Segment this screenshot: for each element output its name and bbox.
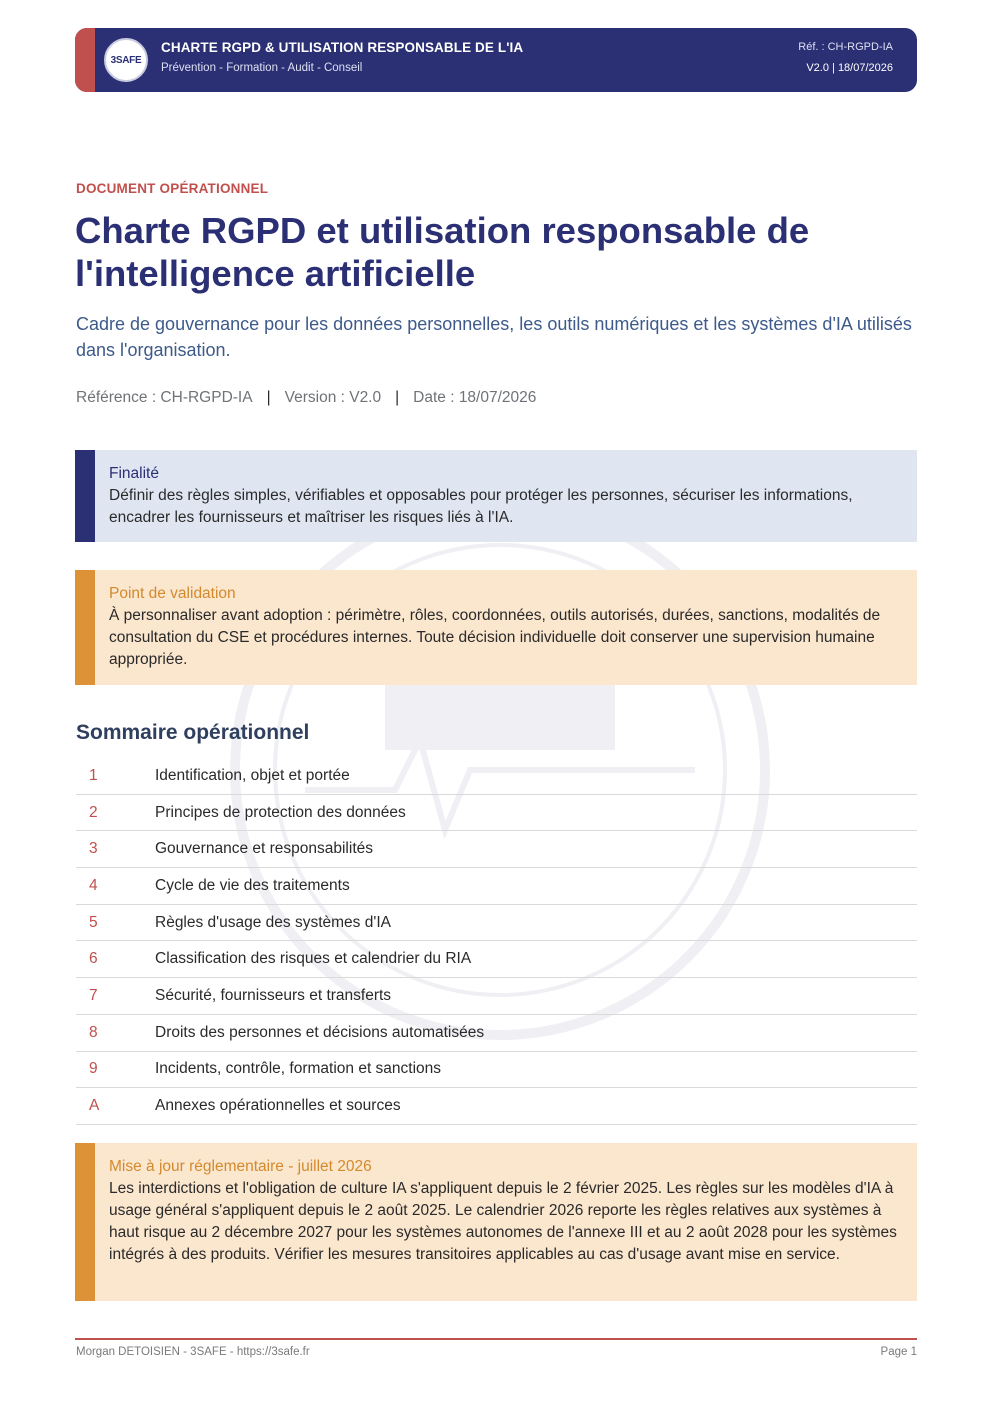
document-title: Charte RGPD et utilisation responsable de l'intelligence artificielle — [75, 210, 810, 294]
toc-title: Sommaire opérationnel — [76, 721, 310, 744]
callout-title: Point de validation — [109, 585, 236, 602]
toc-item-label: Sécurité, fournisseurs et transferts — [155, 986, 392, 1004]
toc-item-label: Règles d'usage des systèmes d'IA — [155, 913, 391, 931]
logo-text: 3SAFE — [110, 54, 142, 66]
meta-separator: | — [266, 389, 271, 406]
meta-date: Date : 18/07/2026 — [413, 389, 537, 406]
toc-item-number: 9 — [89, 1060, 98, 1078]
toc-item-label: Classification des risques et calendrier du RIA — [155, 950, 472, 968]
toc-item[interactable] — [76, 868, 917, 905]
footer-divider — [75, 1338, 917, 1340]
header-banner — [75, 28, 917, 92]
toc-item-number: 4 — [89, 876, 98, 894]
callout-title: Finalité — [109, 465, 159, 482]
footer-page-number: Page 1 — [880, 1346, 917, 1358]
toc-item-label: Droits des personnes et décisions automatisées — [155, 1023, 485, 1041]
toc-item-label: Identification, objet et portée — [155, 766, 350, 784]
toc-item-number: 6 — [89, 950, 98, 968]
callout-finalite — [75, 450, 917, 542]
toc-item[interactable] — [76, 831, 917, 868]
meta-separator: | — [395, 389, 400, 406]
toc-list — [76, 758, 917, 1125]
callout-body: À personnaliser avant adoption : périmètre, rôles, coordonnées, outils autorisés, durées, sanctions, modalités de consultation du CSE et procédures internes. Toute décision individuelle doit conserver une supervision humaine appropriée. — [109, 607, 881, 668]
document-subtitle: Cadre de gouvernance pour les données personnelles, les outils numériques et les systèmes d'IA utilisés dans l'organisation. — [76, 314, 912, 360]
callout-body: Les interdictions et l'obligation de culture IA s'appliquent depuis le 2 février 2025. Les règles sur les modèles d'IA à usage général s'appliquent depuis le 2 août 2025. Le calendrier 2026 reporte les règles relatives aux systèmes à haut risque au 2 décembre 2027 pour les systèmes autonomes de l'annexe III et au 2 août 2028 pour les systèmes intégrés à des produits. Vérifier les mesures transitoires applicables au cas d'usage avant mise en service. — [109, 1180, 897, 1263]
meta-reference: Référence : CH-RGPD-IA — [76, 389, 253, 406]
toc-item-label: Cycle de vie des traitements — [155, 876, 350, 894]
toc-item[interactable] — [76, 795, 917, 832]
toc-item[interactable] — [76, 941, 917, 978]
meta-version: Version : V2.0 — [284, 389, 382, 406]
toc-item-number: 5 — [89, 913, 98, 931]
toc-item-number: 3 — [89, 840, 98, 858]
toc-item[interactable] — [76, 1052, 917, 1089]
header-accent-bar — [75, 28, 95, 92]
toc-item-label: Gouvernance et responsabilités — [155, 840, 373, 858]
header-title: CHARTE RGPD & UTILISATION RESPONSABLE DE L'IA — [161, 40, 524, 55]
footer-author: Morgan DETOISIEN - 3SAFE - https://3safe.fr — [76, 1346, 310, 1358]
header-subtitle: Prévention - Formation - Audit - Conseil — [161, 62, 363, 74]
toc-item[interactable] — [76, 1015, 917, 1052]
toc-item-label: Principes de protection des données — [155, 803, 406, 821]
document-meta — [76, 389, 536, 407]
callout-validation — [75, 570, 917, 685]
toc-item-number: 2 — [89, 803, 98, 821]
toc-item[interactable] — [76, 978, 917, 1015]
toc-item-number: 8 — [89, 1023, 98, 1041]
header-version-date: V2.0 | 18/07/2026 — [806, 62, 893, 74]
document-kicker: DOCUMENT OPÉRATIONNEL — [76, 181, 269, 196]
toc-item-number: 7 — [89, 986, 98, 1004]
toc-item-label: Annexes opérationnelles et sources — [155, 1097, 401, 1115]
callout-mise-a-jour — [75, 1143, 917, 1301]
toc-item[interactable] — [76, 905, 917, 942]
toc-item[interactable] — [76, 758, 917, 795]
callout-title: Mise à jour réglementaire - juillet 2026 — [109, 1158, 372, 1175]
toc-item-number: A — [89, 1097, 100, 1115]
toc-item-label: Incidents, contrôle, formation et sanctions — [155, 1060, 442, 1078]
header-reference: Réf. : CH-RGPD-IA — [798, 41, 893, 53]
toc-item[interactable] — [76, 1088, 917, 1125]
company-logo-icon — [104, 38, 148, 82]
toc-item-number: 1 — [89, 766, 98, 784]
callout-body: Définir des règles simples, vérifiables et opposables pour protéger les personnes, sécuriser les informations, encadrer les fournisseurs et maîtriser les risques liés à l'IA. — [109, 487, 853, 526]
